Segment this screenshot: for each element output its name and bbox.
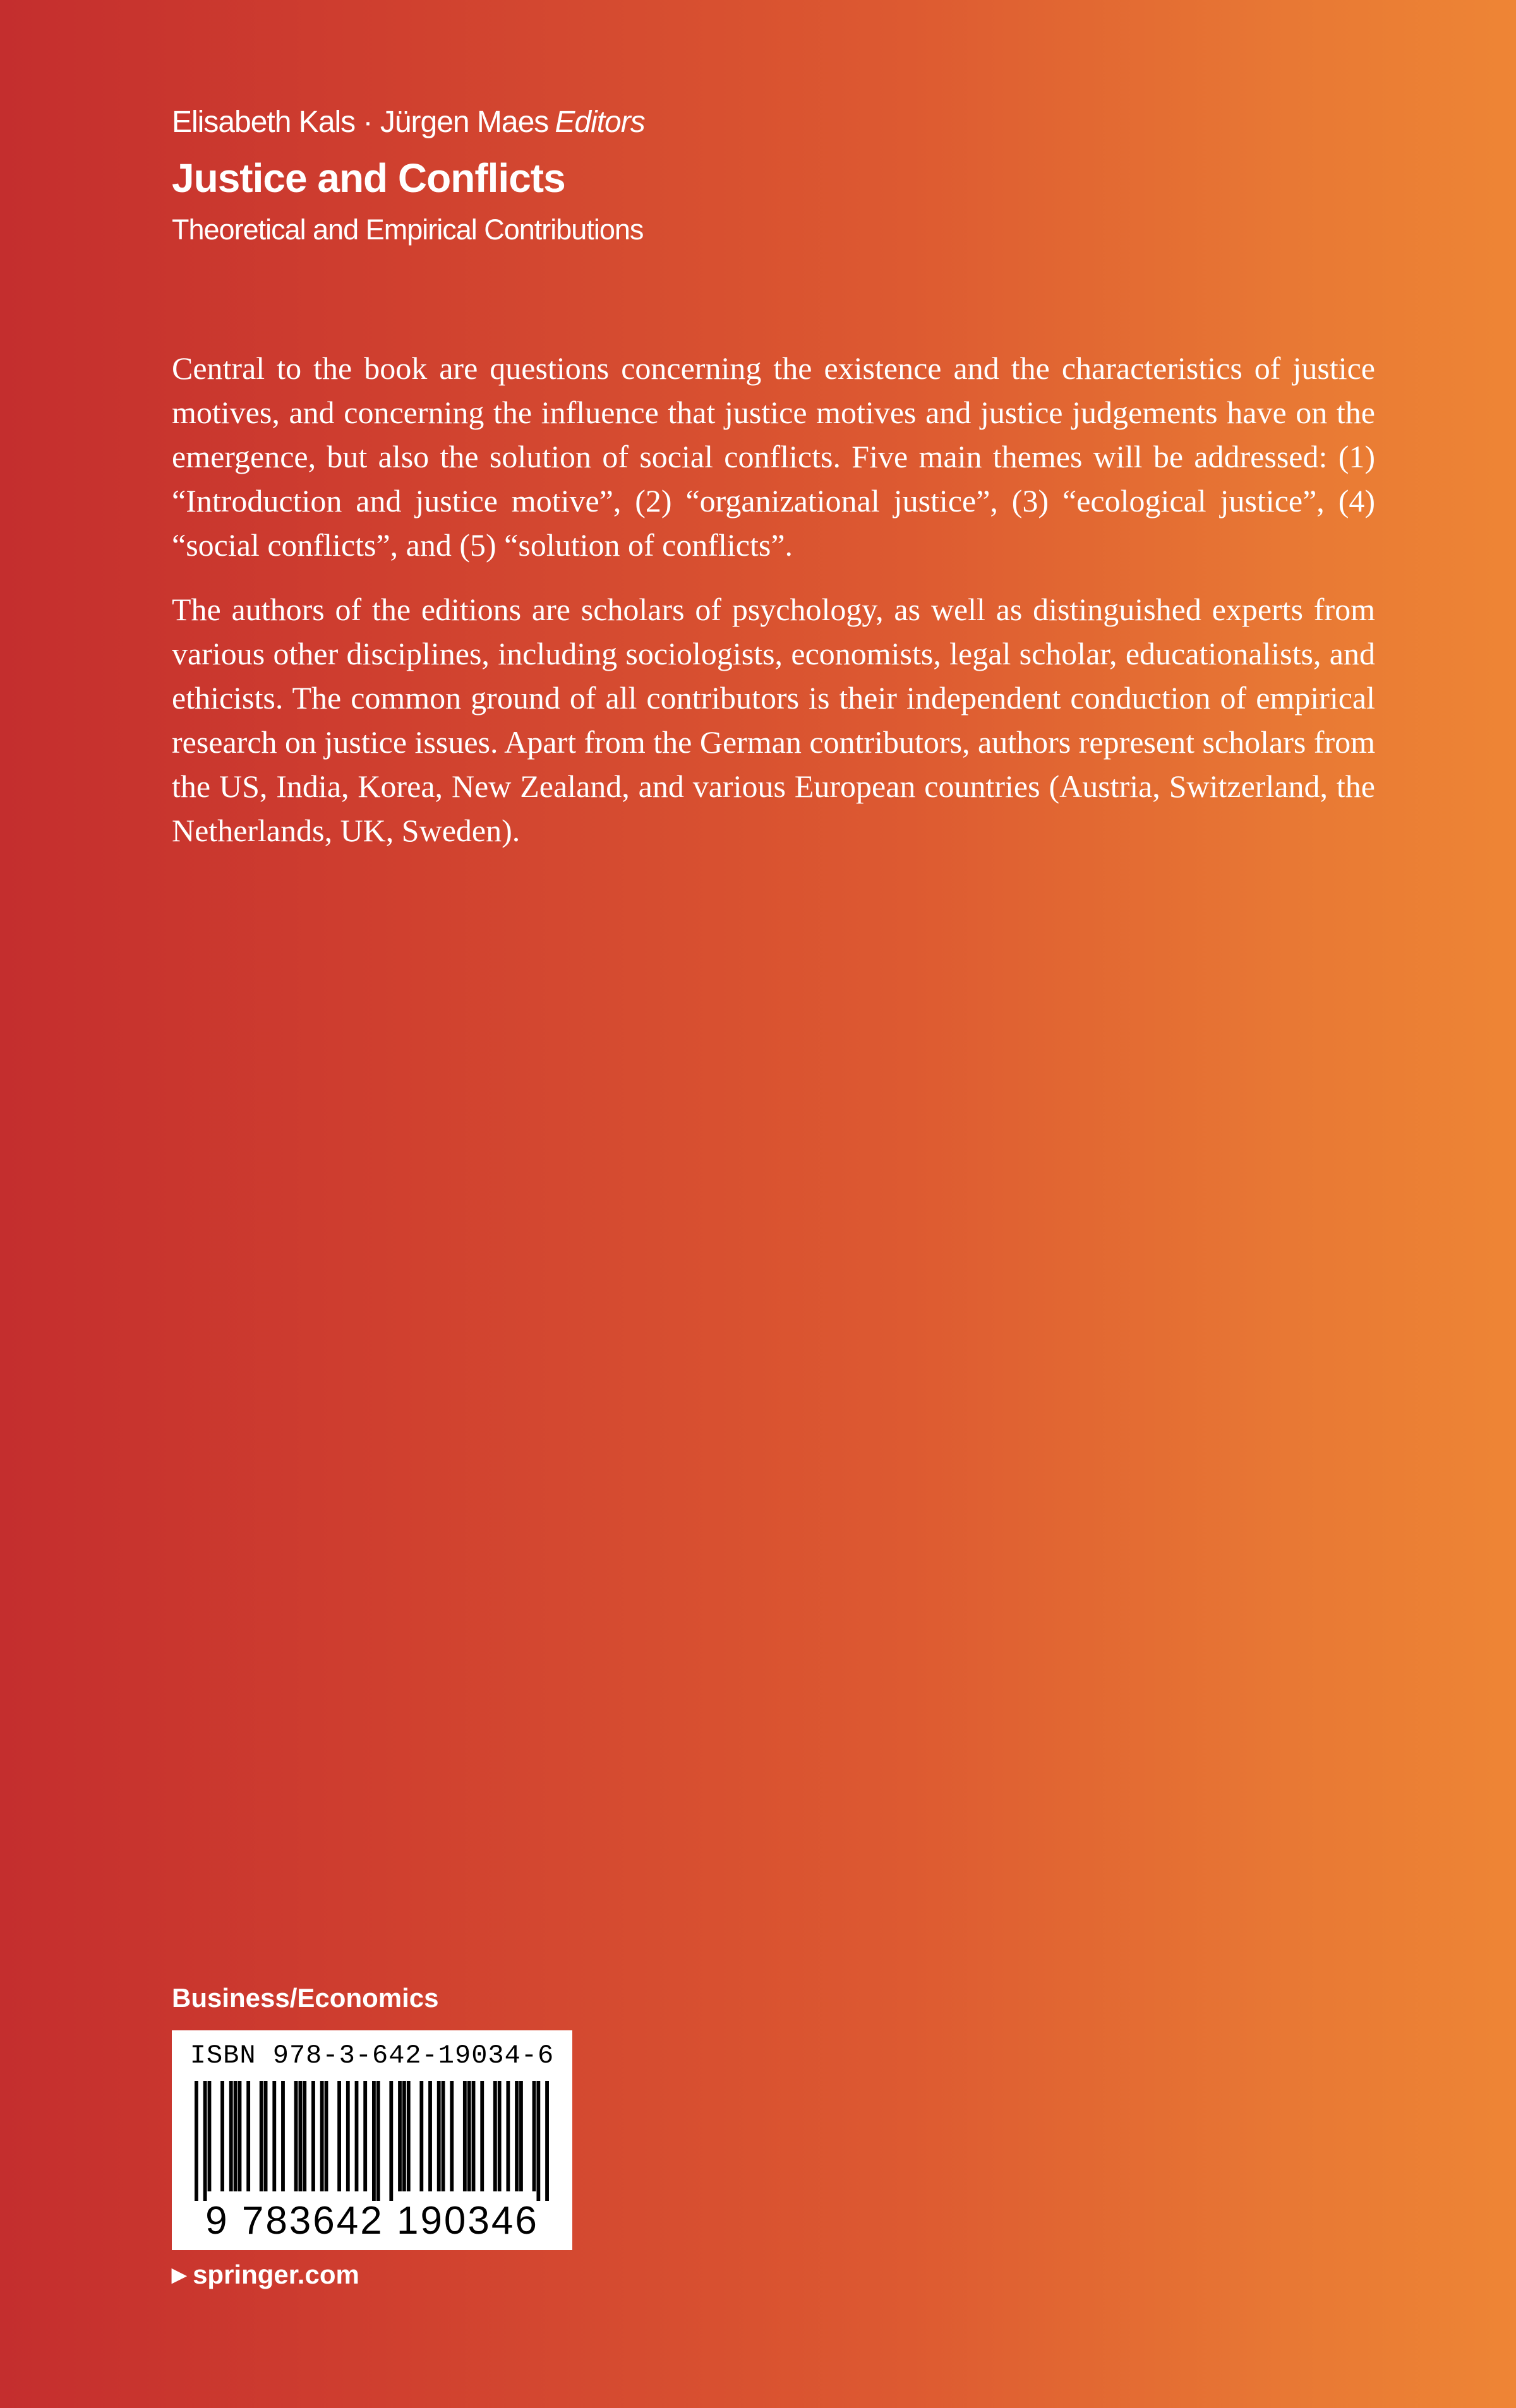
editors-line — [172, 106, 1372, 140]
barcode-bar — [229, 2081, 233, 2191]
barcode-bar — [220, 2081, 224, 2191]
barcode-bar — [264, 2081, 268, 2191]
barcode-bar — [407, 2081, 411, 2191]
barcode-bar — [467, 2081, 471, 2191]
barcode-bar — [506, 2081, 510, 2191]
editors-names: Elisabeth Kals · Jürgen Maes — [172, 105, 549, 139]
barcode-bar — [346, 2081, 350, 2191]
barcode-bar — [203, 2081, 207, 2201]
book-subtitle: Theoretical and Empirical Contributions — [172, 213, 644, 246]
barcode-bar — [208, 2081, 212, 2191]
isbn-barcode-box — [172, 2030, 572, 2250]
website-label: springer.com — [193, 2260, 359, 2289]
barcode-bar — [272, 2081, 276, 2191]
barcode-bar — [298, 2081, 302, 2191]
barcode-bar — [372, 2081, 376, 2201]
barcode-bar — [363, 2081, 367, 2191]
barcode-bar — [398, 2081, 402, 2191]
barcode-bar — [238, 2081, 242, 2191]
barcode-bar — [545, 2081, 549, 2201]
cover-header — [172, 106, 1372, 246]
barcode-image — [195, 2081, 550, 2201]
isbn-label: ISBN 978-3-642-19034-6 — [190, 2040, 555, 2071]
barcode-bar — [472, 2081, 476, 2191]
barcode-bar — [376, 2081, 380, 2201]
barcode-bar — [402, 2081, 406, 2191]
book-description — [172, 346, 1375, 873]
barcode-bar — [480, 2081, 484, 2191]
barcode-bar — [493, 2081, 497, 2191]
barcode-bar — [311, 2081, 315, 2191]
barcode-number: 9 783642 190346 — [205, 2199, 539, 2243]
description-paragraph: The authors of the editions are scholars of psychology, as well as distinguished experts from various other disciplines, including sociologists, economists, legal scholar, educationalists, and ethicists. The common ground of all contributors is their independent conduction of empirical research on justice issues. Apart from the German contributors, authors represent scholars from the US, India, Korea, New Zealand, and various European countries (Austria, Switzerland, the Netherlands, UK, Sweden). — [172, 592, 1375, 848]
barcode-bar — [536, 2081, 540, 2201]
barcode-bar — [532, 2081, 536, 2191]
triangle-right-icon: ▶ — [172, 2264, 187, 2285]
description-paragraph: Central to the book are questions concerning the existence and the characteristics of justice motives, and concerning the influence that justice motives and justice judgements have on the emergence, but also the solution of social conflicts. Five main themes will be addressed: (1) “Introduction and justice motive”, (2) “organizational justice”, (3) “ecological justice”, (4) “social conflicts”, and (5) “solution of conflicts”. — [172, 350, 1375, 563]
barcode-bar — [325, 2081, 328, 2191]
barcode-bar — [195, 2081, 198, 2201]
barcode-bar — [450, 2081, 454, 2191]
barcode-bar — [519, 2081, 523, 2191]
barcode-bar — [234, 2081, 238, 2191]
barcode-bar — [437, 2081, 441, 2191]
barcode-bar — [498, 2081, 502, 2191]
barcode-bar — [281, 2081, 285, 2191]
publisher-website[interactable] — [172, 2260, 359, 2290]
subject-category: Business/Economics — [172, 1983, 439, 2013]
barcode-bar — [260, 2081, 263, 2191]
editors-role: Editors — [555, 105, 645, 139]
barcode-bar — [428, 2081, 432, 2191]
barcode-bar — [442, 2081, 445, 2191]
barcode-bar — [246, 2081, 250, 2191]
book-title: Justice and Conflicts — [172, 155, 565, 201]
barcode-bar — [515, 2081, 519, 2191]
barcode-bar — [294, 2081, 298, 2191]
barcode-bar — [320, 2081, 324, 2191]
barcode-bar — [463, 2081, 467, 2191]
barcode-bar — [337, 2081, 341, 2191]
barcode-bar — [389, 2081, 393, 2201]
barcode-bar — [419, 2081, 423, 2191]
barcode-bar — [355, 2081, 359, 2191]
barcode-bar — [303, 2081, 306, 2191]
